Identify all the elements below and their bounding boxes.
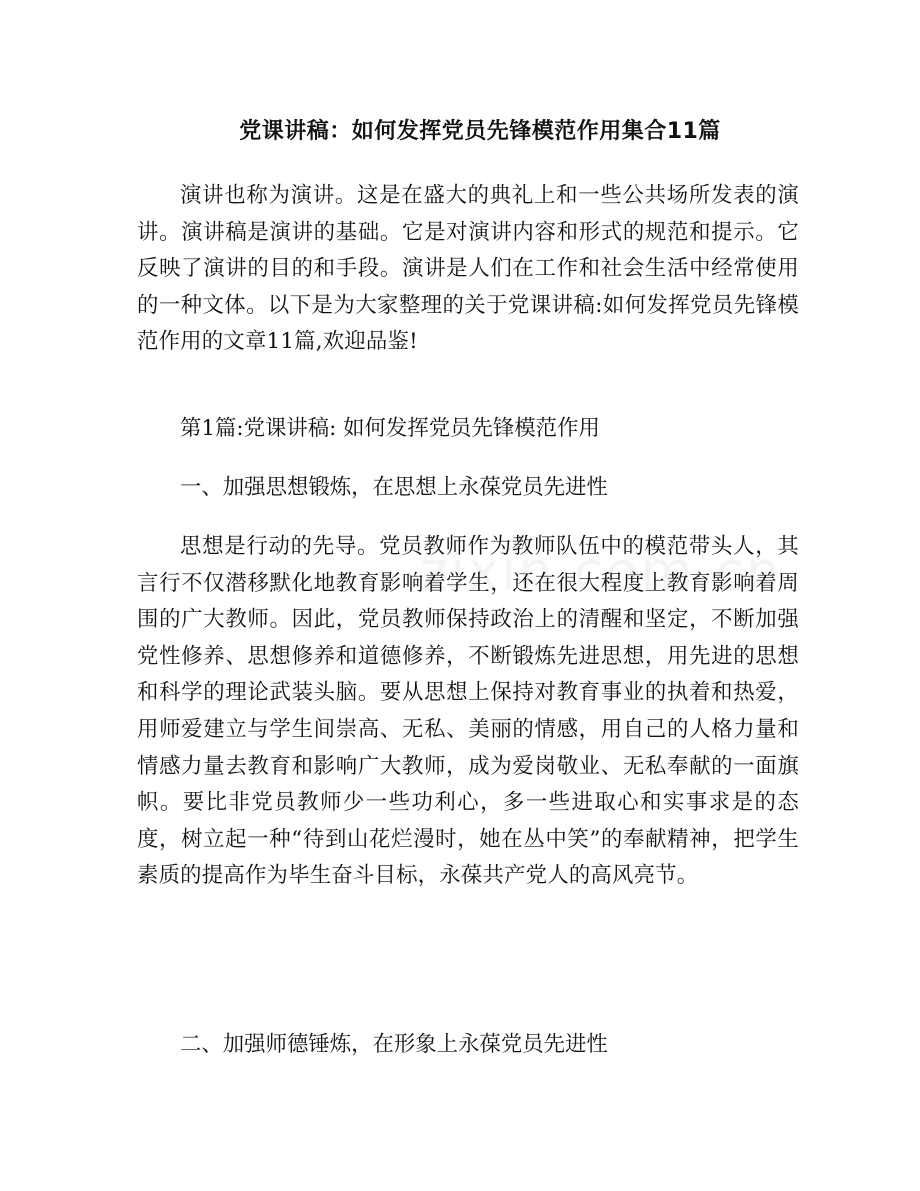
intro-paragraph: 演讲也称为演讲。这是在盛大的典礼上和一些公共场所发表的演讲。演讲稿是演讲的基础。它是对演讲内容和形式的规范和提示。它反映了演讲的目的和手段。演讲是人们在工作和社会生活中经常使用的一种文体。以下是为大家整理的关于党课讲稿:如何发挥党员先锋模范作用的文章11篇,欢迎品鉴!: [137, 183, 799, 355]
section-1-body: 思想是行动的先导。党员教师作为教师队伍中的模范带头人，其言行不仅潜移默化地教育影响着学生，还在很大程度上教育影响着周围的广大教师。因此，党员教师保持政治上的清醒和坚定，不断加强党性修养、思想修养和道德修养，不断锻炼先进思想，用先进的思想和科学的理论武装头脑。要从思想上保持对教育事业的执着和热爱，用师爱建立与学生间崇高、无私、美丽的情感，用自己的人格力量和情感力量去教育和影响广大教师，成为爱岗敬业、无私奉献的一面旗帜。要比非党员教师少一些功利心，多一些进取心和实事求是的态度，树立起一种“待到山花烂漫时，她在丛中笑”的奉献精神，把学生素质的提高作为毕生奋斗目标，永葆共产党人的高风亮节。: [137, 534, 799, 889]
section-1-heading: 一、加强思想锻炼，在思想上永葆党员先进性: [180, 475, 608, 500]
document-title: 党课讲稿：如何发挥党员先锋模范作用集合11篇: [239, 119, 721, 144]
article-heading: 第1篇:党课讲稿: 如何发挥党员先锋模范作用: [180, 416, 600, 441]
section-2-heading: 二、加强师德锤炼，在形象上永葆党员先进性: [180, 1032, 608, 1057]
